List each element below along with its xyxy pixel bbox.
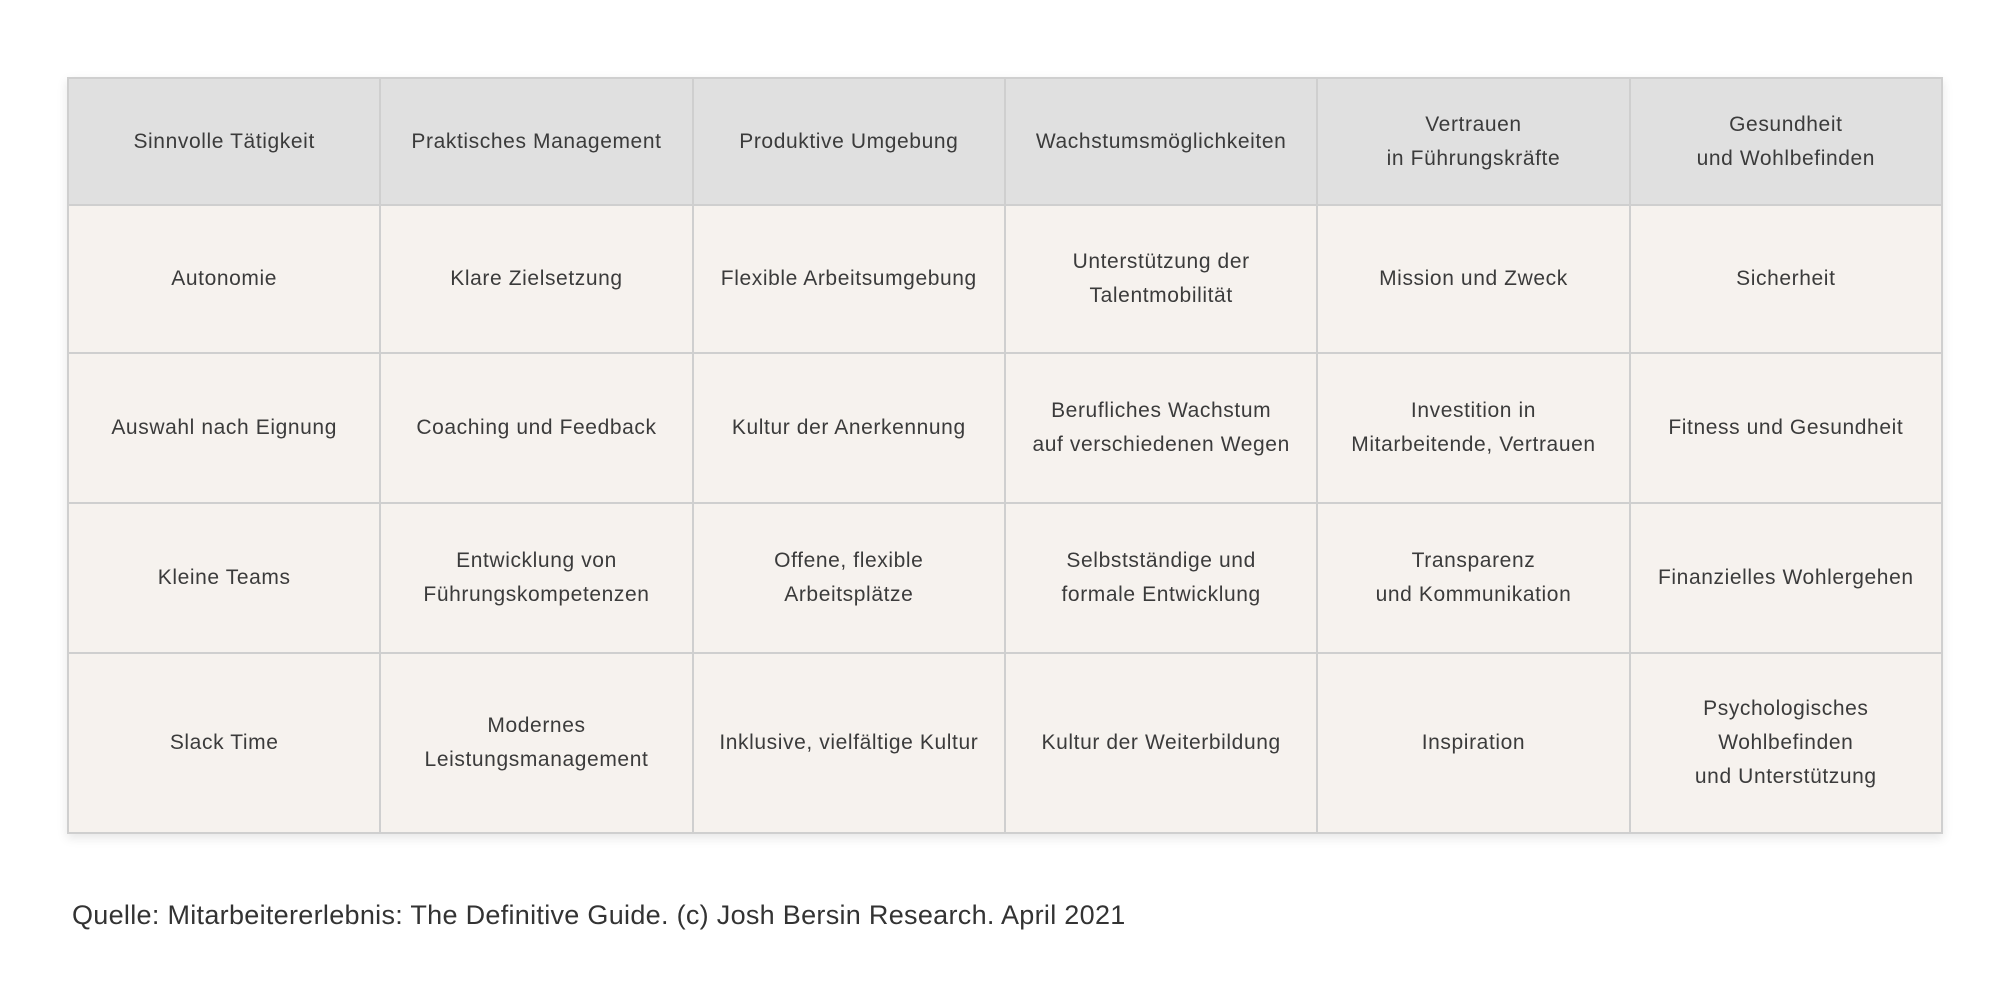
table-cell: Offene, flexible Arbeitsplätze xyxy=(693,503,1005,653)
table-row xyxy=(68,353,1942,503)
table-cell: Inspiration xyxy=(1317,653,1629,833)
table-cell: Transparenz und Kommunikation xyxy=(1317,503,1629,653)
source-caption: Quelle: Mitarbeitererlebnis: The Definitive Guide. (c) Josh Bersin Research. April 2021 xyxy=(72,900,1126,930)
header-cell: Praktisches Management xyxy=(380,78,692,205)
header-cell: Produktive Umgebung xyxy=(693,78,1005,205)
table-row xyxy=(68,205,1942,353)
table-cell: Selbstständige und formale Entwicklung xyxy=(1005,503,1317,653)
table-cell: Mission und Zweck xyxy=(1317,205,1629,353)
table-cell: Modernes Leistungsmanagement xyxy=(380,653,692,833)
table-cell: Unterstützung der Talentmobilität xyxy=(1005,205,1317,353)
table-cell: Kultur der Weiterbildung xyxy=(1005,653,1317,833)
table-cell: Coaching und Feedback xyxy=(380,353,692,503)
table-cell: Sicherheit xyxy=(1630,205,1942,353)
table-cell: Fitness und Gesundheit xyxy=(1630,353,1942,503)
table-cell: Slack Time xyxy=(68,653,380,833)
table-cell: Berufliches Wachstum auf verschiedenen Wegen xyxy=(1005,353,1317,503)
table-cell: Investition in Mitarbeitende, Vertrauen xyxy=(1317,353,1629,503)
table-cell: Autonomie xyxy=(68,205,380,353)
table-cell: Auswahl nach Eignung xyxy=(68,353,380,503)
table-cell: Inklusive, vielfältige Kultur xyxy=(693,653,1005,833)
table-cell: Flexible Arbeitsumgebung xyxy=(693,205,1005,353)
table-row xyxy=(68,503,1942,653)
table-cell: Finanzielles Wohlergehen xyxy=(1630,503,1942,653)
table-cell: Kultur der Anerkennung xyxy=(693,353,1005,503)
header-cell: Gesundheit und Wohlbefinden xyxy=(1630,78,1942,205)
table-cell: Kleine Teams xyxy=(68,503,380,653)
header-cell: Sinnvolle Tätigkeit xyxy=(68,78,380,205)
table-cell: Klare Zielsetzung xyxy=(380,205,692,353)
header-cell: Vertrauen in Führungskräfte xyxy=(1317,78,1629,205)
table-container xyxy=(67,77,1943,834)
table-cell: Entwicklung von Führungskompetenzen xyxy=(380,503,692,653)
header-cell: Wachstumsmöglichkeiten xyxy=(1005,78,1317,205)
employee-experience-table xyxy=(67,77,1943,834)
table-cell: Psychologisches Wohlbefinden und Unterstützung xyxy=(1630,653,1942,833)
table-row xyxy=(68,653,1942,833)
header-row xyxy=(68,78,1942,205)
